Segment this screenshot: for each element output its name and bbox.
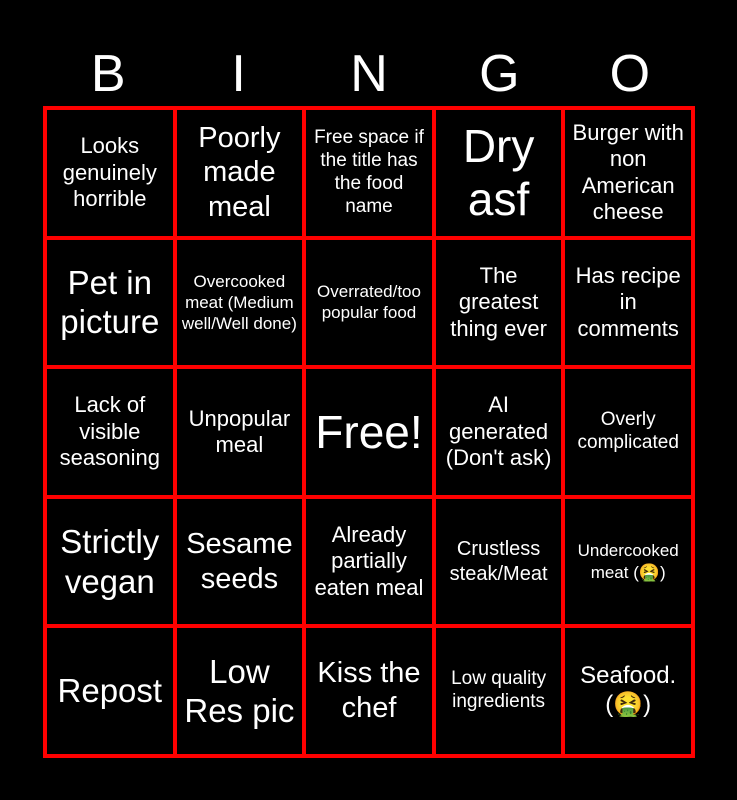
bingo-cell[interactable]: Lack of visible seasoning <box>45 367 175 497</box>
bingo-cell[interactable]: The greatest thing ever <box>434 238 564 368</box>
bingo-cell[interactable]: Repost <box>45 626 175 756</box>
bingo-cell[interactable]: Overrated/too popular food <box>304 238 434 368</box>
bingo-header <box>43 42 695 106</box>
bingo-cell[interactable]: AI generated (Don't ask) <box>434 367 564 497</box>
header-letter-o: O <box>609 45 651 103</box>
bingo-cell[interactable]: Undercooked meat (🤮) <box>563 497 693 627</box>
bingo-cell[interactable]: Overcooked meat (Medium well/Well done) <box>175 238 305 368</box>
bingo-cell[interactable]: Unpopular meal <box>175 367 305 497</box>
bingo-cell[interactable]: Pet in picture <box>45 238 175 368</box>
bingo-cell[interactable]: Overly complicated <box>563 367 693 497</box>
header-letter-g: G <box>479 45 520 103</box>
bingo-cell[interactable]: Kiss the chef <box>304 626 434 756</box>
bingo-cell[interactable]: Strictly vegan <box>45 497 175 627</box>
bingo-cell[interactable]: Already partially eaten meal <box>304 497 434 627</box>
bingo-cell[interactable]: Crustless steak/Meat <box>434 497 564 627</box>
bingo-cell[interactable]: Free space if the title has the food name <box>304 108 434 238</box>
bingo-board <box>43 106 695 758</box>
bingo-cell[interactable]: Sesame seeds <box>175 497 305 627</box>
bingo-cell[interactable]: Seafood. (🤮) <box>563 626 693 756</box>
bingo-cell[interactable]: Low quality ingredients <box>434 626 564 756</box>
bingo-cell[interactable]: Poorly made meal <box>175 108 305 238</box>
bingo-cell[interactable]: Looks genuinely horrible <box>45 108 175 238</box>
header-letter-n: N <box>350 45 388 103</box>
header-letter-i: I <box>231 45 246 103</box>
bingo-cell[interactable]: Dry asf <box>434 108 564 238</box>
header-letter-b: B <box>90 45 126 103</box>
bingo-cell-free-space[interactable]: Free! <box>304 367 434 497</box>
bingo-cell[interactable]: Burger with non American cheese <box>563 108 693 238</box>
bingo-cell[interactable]: Low Res pic <box>175 626 305 756</box>
bingo-cell[interactable]: Has recipe in comments <box>563 238 693 368</box>
